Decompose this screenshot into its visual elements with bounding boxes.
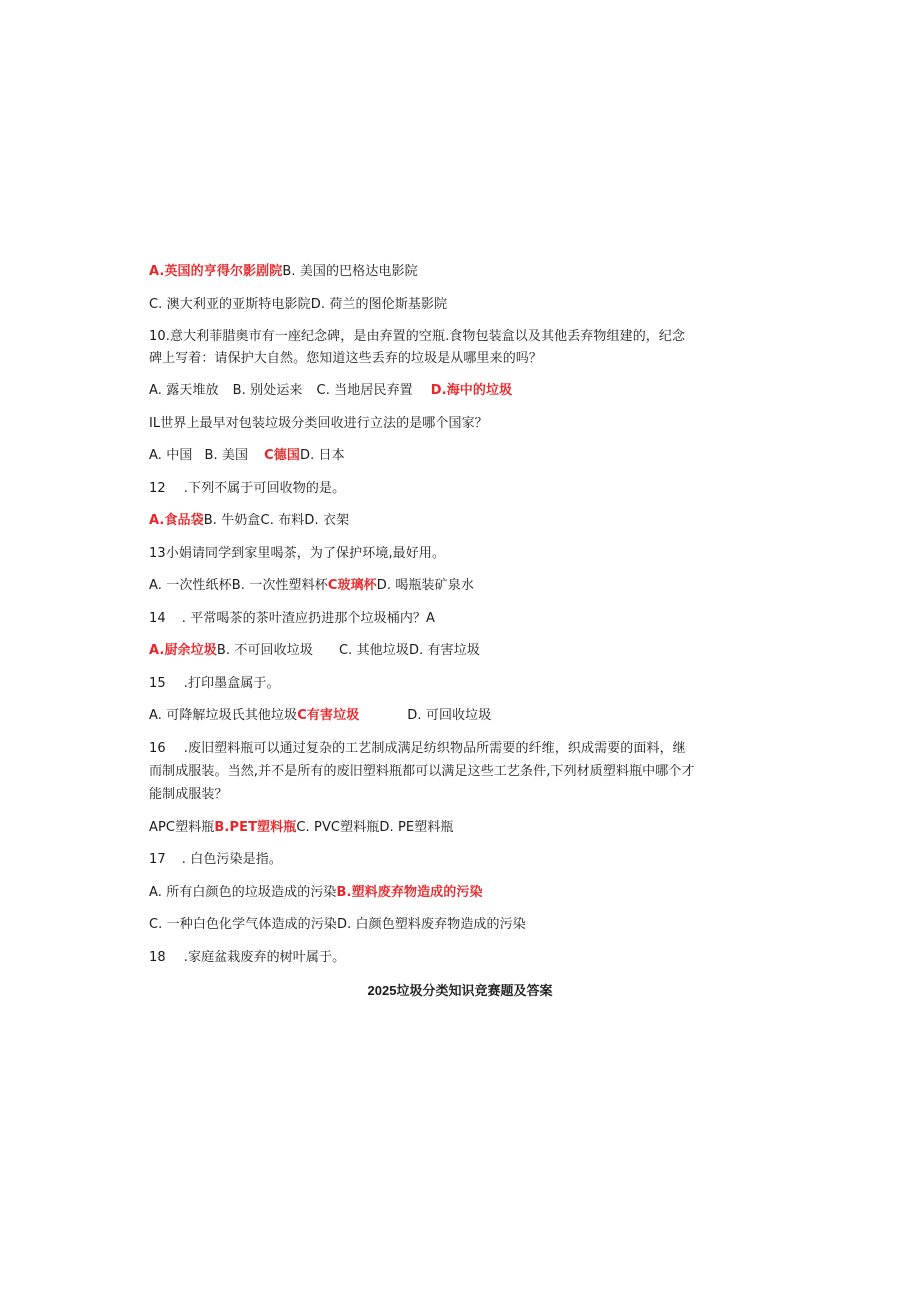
q12-option-d: D. 衣架: [304, 513, 350, 528]
q17-stem-line: [149, 852, 282, 868]
q18-stem: .家庭盆栽废弃的树叶属于。: [183, 950, 346, 965]
q17-option-c: C. 一种白色化学气体造成的污染: [149, 917, 337, 932]
q13-option-d: D. 喝瓶装矿泉水: [376, 578, 474, 593]
q10-stem-line2: 碑上写着：请保护大自然。您知道这些丢弃的垃圾是从哪里来的吗？: [149, 351, 543, 366]
q17-stem: . 白色污染是指。: [181, 852, 282, 867]
q12-options: [149, 513, 349, 529]
q16-stem-line2: 而制成服装。当然,并不是所有的废旧塑料瓶都可以满足这些工艺条件,下列材质塑料瓶中哪个才: [149, 764, 695, 779]
q11-option-b: B. 美国: [204, 448, 249, 463]
q17-options-cd: [149, 917, 526, 933]
q15-option-a: A. 可降解垃圾: [149, 708, 232, 723]
q9-option-b: B. 美国的巴格达电影院: [282, 264, 418, 279]
q15-options: [149, 708, 491, 724]
q14-stem: . 平常喝茶的茶叶渣应扔进那个垃圾桶内？A: [181, 611, 436, 626]
q15-option-d: D. 可回收垃圾: [407, 708, 492, 723]
q12-stem-line: [149, 481, 345, 497]
q17-number: 17: [149, 852, 166, 867]
q15-stem-line: [149, 676, 280, 692]
q11-stem: IL世界上最早对包装垃圾分类回收进行立法的是哪个国家？: [149, 416, 488, 431]
q9-option-d: D. 荷兰的图伦斯基影院: [310, 297, 448, 312]
q12-stem: .下列不属于可回收物的是。: [183, 481, 346, 496]
q14-stem-line: [149, 611, 435, 627]
q10-options: [149, 383, 512, 399]
q16-option-d: D. PE塑料瓶: [379, 820, 454, 835]
q10-option-a: A. 露天堆放: [149, 383, 219, 398]
q18-number: 18: [149, 950, 166, 965]
q17-option-a: A. 所有白颜色的垃圾造成的污染: [149, 885, 337, 900]
q14-option-a-answer: A.厨余垃圾: [149, 643, 217, 658]
q15-stem: .打印墨盒属于。: [183, 676, 280, 691]
q11-option-a: A. 中国: [149, 448, 193, 463]
q16-stem-line1: [149, 741, 686, 757]
q13-option-a: A. 一次性纸杯: [149, 578, 232, 593]
q9-options-ab: [149, 264, 418, 280]
q12-option-c: C. 布料: [260, 513, 305, 528]
q12-number: 12: [149, 481, 166, 496]
q16-number: 16: [149, 741, 166, 756]
q15-option-c-answer: C有害垃圾: [297, 708, 360, 723]
q11-option-d: D. 日本: [299, 448, 345, 463]
document-title: 2025垃圾分类知识竞赛题及答案: [367, 983, 553, 998]
q13-option-c-answer: C玻璃杯: [327, 578, 377, 593]
q15-option-b: 氏其他垃圾: [231, 708, 298, 723]
q14-number: 14: [149, 611, 166, 626]
q18-stem-line: [149, 950, 345, 966]
q13-stem: 13小娟请同学到家里喝茶，为了保护环境,最好用。: [149, 546, 446, 561]
q11-option-c-answer: C德国: [264, 448, 300, 463]
q14-option-d: D. 有害垃圾: [408, 643, 480, 658]
q12-option-a-answer: A.食品袋: [149, 513, 204, 528]
q16-options: [149, 820, 454, 836]
q16-stem-line3: 能制成服装？: [149, 787, 228, 802]
q10-option-c: C. 当地居民弃置: [316, 383, 413, 398]
q12-option-b: B. 牛奶盒: [203, 513, 261, 528]
q10-option-d-answer: D.海中的垃圾: [430, 383, 513, 398]
q17-options-ab: [149, 885, 483, 901]
q11-options: [149, 448, 345, 464]
q13-option-b: B. 一次性塑料杯: [231, 578, 328, 593]
q16-option-b-answer: B.PET塑料瓶: [214, 820, 297, 835]
q15-number: 15: [149, 676, 166, 691]
q14-options: [149, 643, 480, 659]
q14-option-b: B. 不可回收垃圾: [216, 643, 313, 658]
q10-option-b: B. 别处运来: [232, 383, 303, 398]
q9-option-a-answer: A.英国的亨得尔影剧院: [149, 264, 283, 279]
q16-option-a: APC塑料瓶: [149, 820, 215, 835]
q16-stem-text1: .废旧塑料瓶可以通过复杂的工艺制成满足纺织物品所需要的纤维，织成需要的面料，继: [183, 741, 686, 756]
q9-options-cd: [149, 297, 447, 313]
q14-option-c: C. 其他垃圾: [338, 643, 409, 658]
q17-option-b-answer: B.塑料废弃物造成的污染: [336, 885, 483, 900]
q13-options: [149, 578, 474, 594]
q17-option-d: D. 白颜色塑料废弃物造成的污染: [336, 917, 526, 932]
q10-stem-line1: 10.意大利菲腊奥市有一座纪念碑，是由弃置的空瓶.食物包装盒以及其他丢弃物组建的，纪念: [149, 329, 686, 344]
q16-option-c: C. PVC塑料瓶: [296, 820, 380, 835]
q9-option-c: C. 澳大利亚的亚斯特电影院: [149, 297, 311, 312]
